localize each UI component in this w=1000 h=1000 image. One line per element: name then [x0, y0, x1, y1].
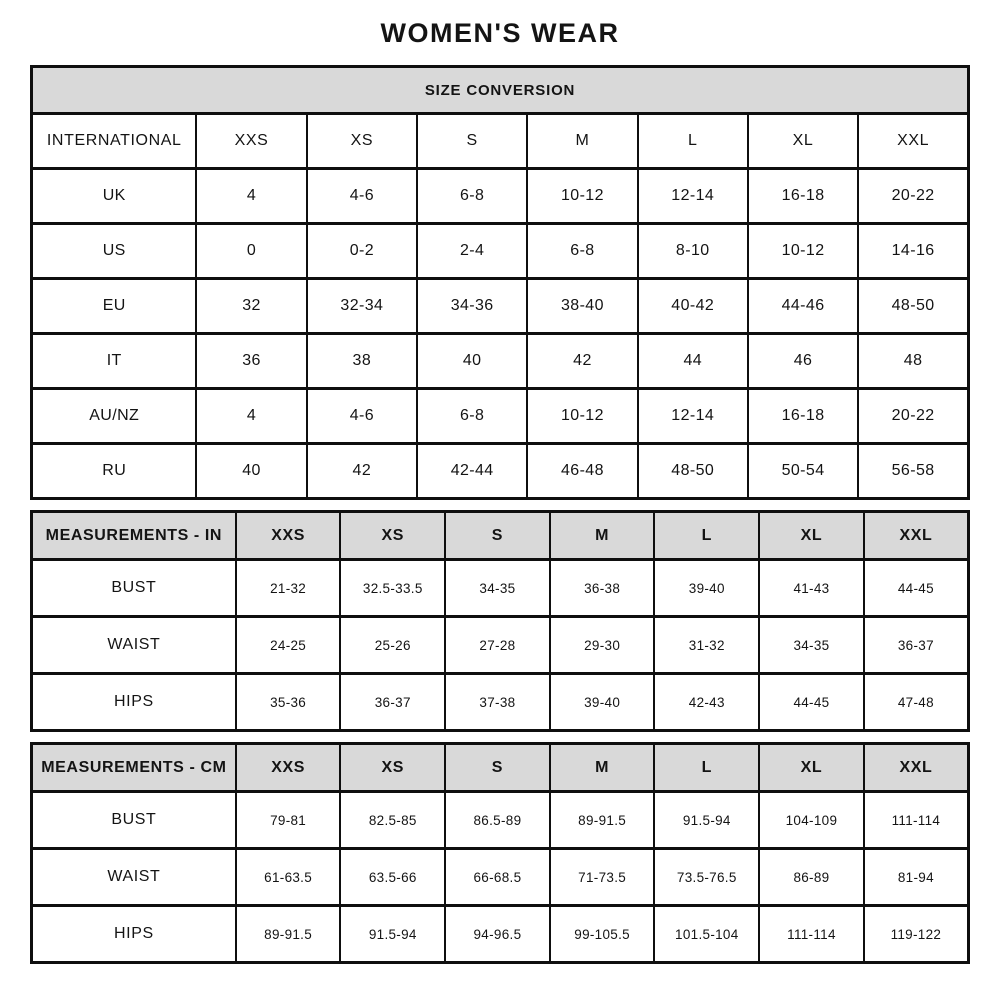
- size-column-header: XS: [340, 744, 445, 792]
- value-cell: 32: [196, 279, 306, 334]
- value-cell: 41-43: [759, 560, 864, 617]
- page-title: WOMEN'S WEAR: [380, 18, 620, 48]
- value-cell: 6-8: [417, 169, 527, 224]
- size-column-header: S: [445, 744, 550, 792]
- value-cell: 79-81: [236, 792, 341, 849]
- table-row: [32, 617, 969, 674]
- size-column-header: XL: [759, 744, 864, 792]
- value-cell: 81-94: [864, 849, 969, 906]
- size-column-header: L: [638, 114, 748, 169]
- value-cell: 71-73.5: [550, 849, 655, 906]
- measurements-in-table: [30, 510, 970, 732]
- value-cell: 48-50: [638, 444, 748, 499]
- value-cell: 24-25: [236, 617, 341, 674]
- column-header-row: [32, 114, 969, 169]
- value-cell: 42-44: [417, 444, 527, 499]
- value-cell: 37-38: [445, 674, 550, 731]
- table-banner-row: [32, 67, 969, 114]
- column-header-row: [32, 744, 969, 792]
- value-cell: 34-35: [445, 560, 550, 617]
- row-label: IT: [32, 334, 197, 389]
- value-cell: 31-32: [654, 617, 759, 674]
- size-column-header: XXL: [858, 114, 968, 169]
- value-cell: 99-105.5: [550, 906, 655, 963]
- row-label: WAIST: [32, 617, 236, 674]
- value-cell: 36: [196, 334, 306, 389]
- size-column-header: M: [527, 114, 637, 169]
- value-cell: 20-22: [858, 389, 968, 444]
- value-cell: 46: [748, 334, 858, 389]
- value-cell: 40: [417, 334, 527, 389]
- row-label: HIPS: [32, 906, 236, 963]
- size-column-header: XXL: [864, 512, 969, 560]
- value-cell: 44: [638, 334, 748, 389]
- value-cell: 10-12: [527, 169, 637, 224]
- size-column-header: XXL: [864, 744, 969, 792]
- size-column-header: XXS: [236, 744, 341, 792]
- value-cell: 2-4: [417, 224, 527, 279]
- size-column-header: XL: [748, 114, 858, 169]
- row-header-label: MEASUREMENTS - IN: [32, 512, 236, 560]
- value-cell: 40: [196, 444, 306, 499]
- value-cell: 14-16: [858, 224, 968, 279]
- value-cell: 44-45: [864, 560, 969, 617]
- row-label: RU: [32, 444, 197, 499]
- value-cell: 4-6: [307, 389, 417, 444]
- size-column-header: L: [654, 512, 759, 560]
- table-row: [32, 560, 969, 617]
- value-cell: 36-37: [864, 617, 969, 674]
- size-column-header: S: [417, 114, 527, 169]
- value-cell: 50-54: [748, 444, 858, 499]
- value-cell: 42: [307, 444, 417, 499]
- table-row: [32, 224, 969, 279]
- row-label: UK: [32, 169, 197, 224]
- value-cell: 86.5-89: [445, 792, 550, 849]
- value-cell: 27-28: [445, 617, 550, 674]
- value-cell: 36-38: [550, 560, 655, 617]
- value-cell: 4: [196, 389, 306, 444]
- value-cell: 82.5-85: [340, 792, 445, 849]
- value-cell: 63.5-66: [340, 849, 445, 906]
- size-column-header: XXS: [196, 114, 306, 169]
- measurements-cm-table: [30, 742, 970, 964]
- value-cell: 0-2: [307, 224, 417, 279]
- value-cell: 6-8: [527, 224, 637, 279]
- table-row: [32, 906, 969, 963]
- value-cell: 38-40: [527, 279, 637, 334]
- value-cell: 61-63.5: [236, 849, 341, 906]
- size-column-header: S: [445, 512, 550, 560]
- value-cell: 40-42: [638, 279, 748, 334]
- table-row: [32, 279, 969, 334]
- value-cell: 4: [196, 169, 306, 224]
- row-label: WAIST: [32, 849, 236, 906]
- value-cell: 21-32: [236, 560, 341, 617]
- table-row: [32, 674, 969, 731]
- table-row: [32, 792, 969, 849]
- value-cell: 4-6: [307, 169, 417, 224]
- value-cell: 36-37: [340, 674, 445, 731]
- size-column-header: XS: [340, 512, 445, 560]
- row-header-label: INTERNATIONAL: [32, 114, 197, 169]
- value-cell: 39-40: [654, 560, 759, 617]
- value-cell: 38: [307, 334, 417, 389]
- value-cell: 16-18: [748, 389, 858, 444]
- value-cell: 42: [527, 334, 637, 389]
- value-cell: 91.5-94: [654, 792, 759, 849]
- size-conversion-table: [30, 65, 970, 500]
- value-cell: 73.5-76.5: [654, 849, 759, 906]
- value-cell: 104-109: [759, 792, 864, 849]
- value-cell: 10-12: [748, 224, 858, 279]
- table-row: [32, 849, 969, 906]
- value-cell: 8-10: [638, 224, 748, 279]
- size-column-header: L: [654, 744, 759, 792]
- size-column-header: XXS: [236, 512, 341, 560]
- value-cell: 47-48: [864, 674, 969, 731]
- value-cell: 34-36: [417, 279, 527, 334]
- table-row: [32, 389, 969, 444]
- value-cell: 111-114: [759, 906, 864, 963]
- value-cell: 91.5-94: [340, 906, 445, 963]
- value-cell: 16-18: [748, 169, 858, 224]
- table-row: [32, 444, 969, 499]
- value-cell: 46-48: [527, 444, 637, 499]
- value-cell: 66-68.5: [445, 849, 550, 906]
- value-cell: 32.5-33.5: [340, 560, 445, 617]
- value-cell: 20-22: [858, 169, 968, 224]
- row-label: EU: [32, 279, 197, 334]
- row-label: AU/NZ: [32, 389, 197, 444]
- value-cell: 89-91.5: [550, 792, 655, 849]
- value-cell: 48: [858, 334, 968, 389]
- size-column-header: M: [550, 512, 655, 560]
- value-cell: 44-45: [759, 674, 864, 731]
- row-label: BUST: [32, 792, 236, 849]
- value-cell: 94-96.5: [445, 906, 550, 963]
- column-header-row: [32, 512, 969, 560]
- value-cell: 119-122: [864, 906, 969, 963]
- size-column-header: XL: [759, 512, 864, 560]
- value-cell: 25-26: [340, 617, 445, 674]
- value-cell: 89-91.5: [236, 906, 341, 963]
- value-cell: 35-36: [236, 674, 341, 731]
- value-cell: 6-8: [417, 389, 527, 444]
- value-cell: 39-40: [550, 674, 655, 731]
- value-cell: 56-58: [858, 444, 968, 499]
- value-cell: 86-89: [759, 849, 864, 906]
- value-cell: 32-34: [307, 279, 417, 334]
- value-cell: 34-35: [759, 617, 864, 674]
- value-cell: 111-114: [864, 792, 969, 849]
- size-column-header: XS: [307, 114, 417, 169]
- value-cell: 12-14: [638, 169, 748, 224]
- row-label: US: [32, 224, 197, 279]
- value-cell: 48-50: [858, 279, 968, 334]
- table-title: SIZE CONVERSION: [32, 67, 969, 114]
- row-header-label: MEASUREMENTS - CM: [32, 744, 236, 792]
- value-cell: 29-30: [550, 617, 655, 674]
- table-row: [32, 334, 969, 389]
- value-cell: 10-12: [527, 389, 637, 444]
- table-row: [32, 169, 969, 224]
- value-cell: 12-14: [638, 389, 748, 444]
- value-cell: 101.5-104: [654, 906, 759, 963]
- row-label: BUST: [32, 560, 236, 617]
- value-cell: 44-46: [748, 279, 858, 334]
- value-cell: 0: [196, 224, 306, 279]
- value-cell: 42-43: [654, 674, 759, 731]
- size-column-header: M: [550, 744, 655, 792]
- row-label: HIPS: [32, 674, 236, 731]
